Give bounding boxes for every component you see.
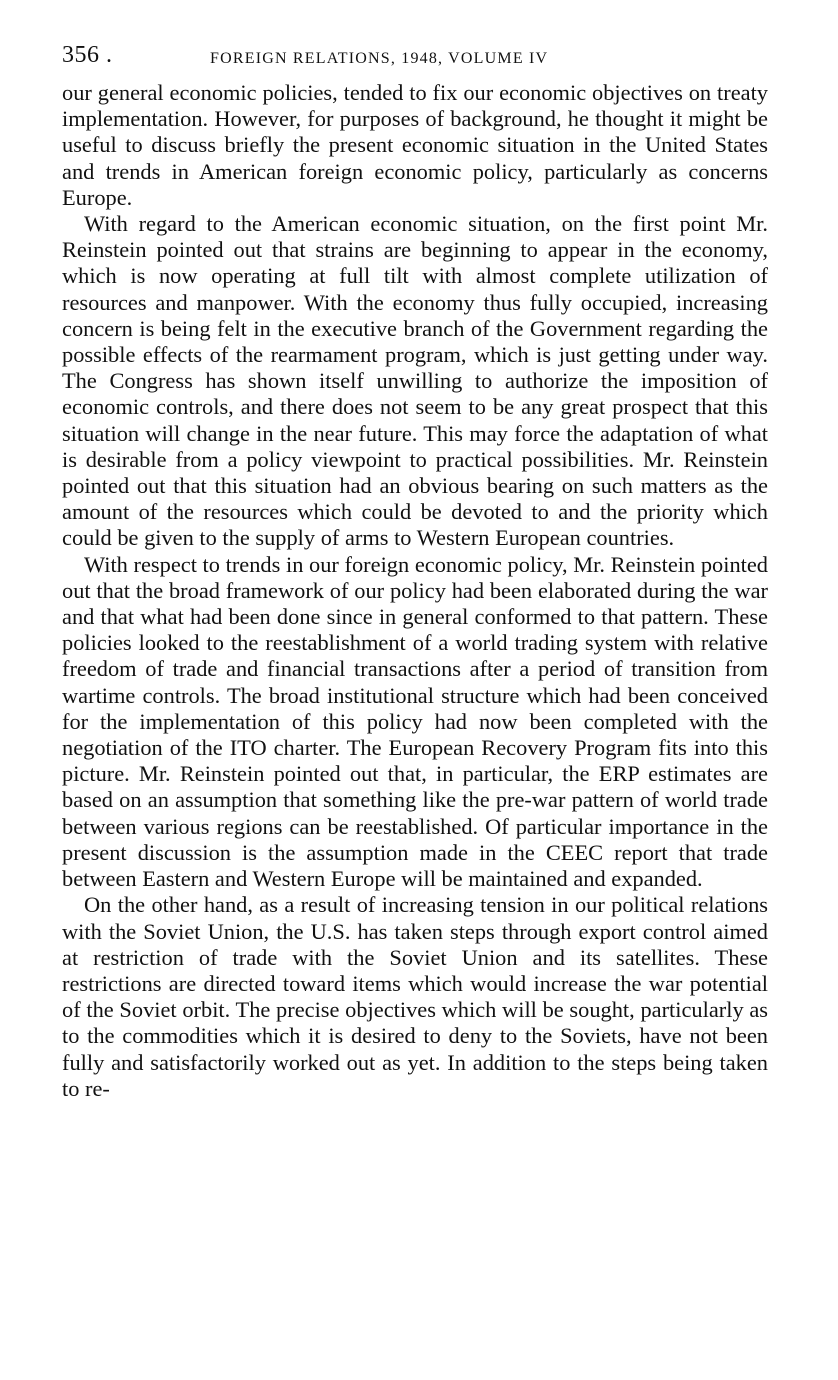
paragraph: With regard to the American economic situation, on the first point Mr. Reinstein pointed out that strains are beginning to appear in the economy, which is now operating at full tilt with almost complete utilization of resources and manpower. With the economy thus fully occupied, increasing concern is being felt in the executive branch of the Government regarding the possible effects of the rearmament program, which is just getting under way. The Congress has shown itself unwilling to authorize the imposition of economic controls, and there does not seem to be any great prospect that this situation will change in the near future. This may force the adaptation of what is desirable from a policy viewpoint to practical possibilities. Mr. Reinstein pointed out that this situation had an obvious bearing on such matters as the amount of the resources which could be devoted to and the priority which could be given to the supply of arms to Western European countries. — [62, 211, 768, 551]
paragraph: On the other hand, as a result of increasing tension in our political relations with the Soviet Union, the U.S. has taken steps through export control aimed at restriction of trade with the Soviet Union and its satellites. These restrictions are directed toward items which would increase the war potential of the Soviet orbit. The precise objectives which will be sought, particularly as to the commodities which it is desired to deny to the Soviets, have not been fully and satisfactorily worked out as yet. In addition to the steps being taken to re- — [62, 892, 768, 1101]
body-text — [62, 80, 768, 1102]
paragraph-continued: our general economic policies, tended to fix our economic objectives on treaty implementation. However, for purposes of background, he thought it might be useful to discuss briefly the present economic situation in the United States and trends in American foreign economic policy, particularly as concerns Europe. — [62, 80, 768, 210]
document-page — [62, 40, 768, 1102]
page-number: 356 . — [62, 42, 113, 68]
paragraph: With respect to trends in our foreign economic policy, Mr. Reinstein pointed out that the broad framework of our policy had been elaborated during the war and that what had been done since in general conformed to that pattern. These policies looked to the reestablishment of a world trading system with relative freedom of trade and financial transactions after a period of transition from wartime controls. The broad institutional structure which had been conceived for the implementation of this policy had now been completed with the negotiation of the ITO charter. The European Recovery Program fits into this picture. Mr. Reinstein pointed out that, in particular, the ERP estimates are based on an assumption that something like the pre-war pattern of world trade between various regions can be reestablished. Of particular importance in the present discussion is the assumption made in the CEEC report that trade between Eastern and Western Europe will be maintained and expanded. — [62, 551, 768, 892]
running-head: FOREIGN RELATIONS, 1948, VOLUME IV — [210, 50, 549, 67]
page-header — [62, 40, 768, 80]
